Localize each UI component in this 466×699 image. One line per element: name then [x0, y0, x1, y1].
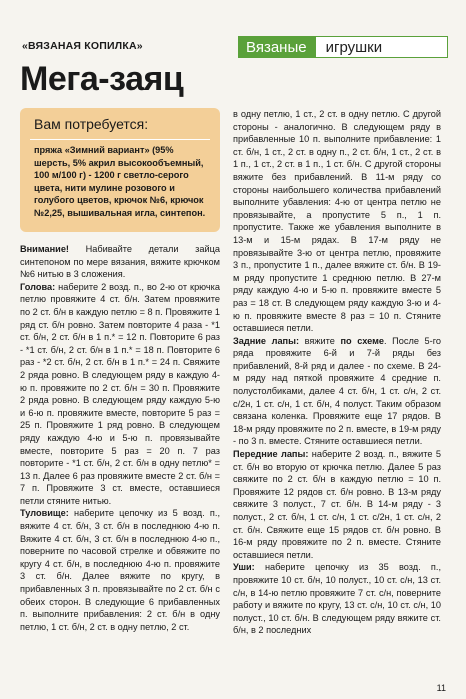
- article-title: Мега-заяц: [20, 60, 184, 98]
- ears-paragraph: [233, 561, 441, 637]
- front-legs-text: наберите 2 возд. п., вяжите 5 ст. б/н во вторую от крючка петлю. Далее 5 раз свяжите по 2 ст. б/н в каждую петлю = 10 п. Провяжите 12 рядов ст. б/н ровно. В 13-м ряду свяжите 3 полуст., 7 ст. б/н. В 14-м ряду - 3 полуст., 2 ст. б/н, 1 ст. с/н, 1 ст. с/2н, 1 ст. с/н, 2 ст. б/н. Свяжите еще 15 рядов ст. б/н ровно. В 16-м ряду провяжите по 2 п. вместе. Стяните оставшиеся петли.: [233, 449, 441, 560]
- section-banner-left: Вязаные: [238, 36, 315, 58]
- ears-text: наберите цепочку из 35 возд. п., провяжите 10 ст. б/н, 10 полуст., 10 ст. с/н, 13 ст. с/н, в 14-ю петлю провяжите 7 ст. с/н, поверните работу и вяжите по кругу, 13 ст. с/н, 10 ст. с/н, 10 полуст., 10 ст. б/н. В следующем ряду вяжите ст. б/н, в 2 последних: [233, 562, 441, 636]
- ears-label: Уши:: [233, 562, 255, 573]
- section-banner: [238, 36, 448, 58]
- materials-text: пряжа «Зимний вариант» (95% шерсть, 5% акрил высокообъемный, 100 м/100 г) - 1200 г светло-серого цвета, нити мулине розового и голубого цветов, крючок №6, крючок №2,25, вышивальная игла, синтепон.: [34, 145, 206, 218]
- materials-divider: [30, 139, 210, 140]
- head-text: наберите 2 возд. п., во 2-ю от крючка петлю провяжите 4 ст. б/н. Затем провяжите по 2 ст. б/н в каждую петлю = 8 п. Провяжите 1 ряд ст. б/н ровно. Затем повторите 4 раза - *1 ст. б/н, 2 ст. б/н в 1 п.* = 12 п. Повторите 6 раз - *1 ст. б/н, 2 ст. б/н в 1 п.* = 18 п. Повторите 6 раз - *2 ст. б/н, 2 ст. б/н в 1 п.* = 24 п. Свяжите 2 ряда ровно. В следующем ряду в каждую 4-ю п. провяжите по 2 ст. б/н = 30 п. Провяжите 2 ряда ровно. В следующем ряду каждую 5-ю и 6-ю п. провяжите вместе, повторите 5 раз = 25 п. Провяжите 1 ряд ровно. В следующем ряду каждую 4-ю и 5-ю п. провязывайте вместе, повторите 5 раз = 20 п. 7 раз повторите - *1 ст. б/н, 2 ст. б/н в одну петлю* = 13 п. Далее 6 раз провяжите вместе 2 ст. б/н = 7 п. Провяжите 3 ст. вместе, оставшиеся петли стяните нитью.: [20, 281, 220, 506]
- attention-label: Внимание!: [20, 244, 69, 254]
- body-paragraph: [20, 507, 220, 633]
- head-label: Голова:: [20, 281, 56, 292]
- page-number: 11: [436, 683, 446, 693]
- front-legs-paragraph: [233, 448, 441, 561]
- section-banner-right: игрушки: [315, 36, 448, 58]
- hind-legs-scheme: по схеме: [340, 335, 385, 346]
- attention-text: Набивайте детали зайца синтепоном по мере вязания, вяжите крючком №6 нитью в 3 сложения.: [20, 244, 220, 280]
- materials-box: [20, 108, 220, 232]
- hind-legs-paragraph: [233, 335, 441, 448]
- left-column: [20, 243, 220, 633]
- head-paragraph: [20, 281, 220, 508]
- rubric-label: «ВЯЗАНАЯ КОПИЛКА»: [22, 40, 143, 52]
- hind-legs-text: . После 5-го ряда провяжите 6-й и 7-й ряды без прибавлений, 8-й ряд и далее - по схеме. В 24-м ряду над пяткой провяжите 4 средние п. полустолбиками, далее 4 ст. б/н, 1 ст. с/н, 2 ст. с/2н, 1 ст. с/н, 1 ст. б/н, 4 полуст. Таким образом связана коленка. Провяжите еще 17 рядов. В 18-м ряду провяжите по 2 п. вместе, в 19-м ряду - по 3 п. вместе. Стяните оставшиеся петли.: [233, 335, 441, 447]
- body-continued-paragraph: в одну петлю, 1 ст., 2 ст. в одну петлю. С другой стороны - аналогично. В следующем ряду в прибавленные 10 п. выполните прибавление: 1 ст. б/н, 1 ст., 2 ст. в одну п., 2 ст. б/н, 1 ст., 2 ст. в 1 п., 1 ст., 2 ст. в 1 п., 1 ст. б/н. С другой стороны вяжите без прибавлений. В 11-м ряду со стороны наибольшего количества прибавлений выполните убавления: 4-ю от центра петлю не провязывайте, а пропустите 5 п., 1 п. пропустите. Также же убавления выполните в 13-м и 15-м рядах. В 17-м ряду не провязывайте 3-ю от центра петлю, провяжите 3 п., пропустите 1 п., далее вяжите ст. б/н. В 19-м ряду пропустите 1 среднюю петлю. В 27-м ряду каждую 4-ю и 5-ю п. провяжите вместе 5 раз = 18 ст. В следующем ряду каждую 3-ю и 4-ю п. провяжите вместе 8 раз = 10 п. Стяните оставшиеся петли.: [233, 109, 441, 334]
- front-legs-label: Передние лапы:: [233, 449, 309, 460]
- body-label: Туловище:: [20, 508, 69, 519]
- attention-paragraph: [20, 243, 220, 281]
- materials-title: Вам потребуется:: [34, 116, 149, 132]
- hind-legs-label: Задние лапы:: [233, 335, 300, 346]
- body-text: наберите цепочку из 5 возд. п., вяжите 4 ст. б/н, 3 ст. б/н в последнюю 4-ю п. Вяжите 4 ст. б/н, 3 ст. б/н в последнюю 4-ю п., поверните по часовой стрелке и обвяжите по кругу 4 ст. б/н, в последнюю 4-ю п. провяжите 3 ст. б/н. Далее вяжите по кругу, в прибавленных 3 п. провязывайте по 2 ст. б/н с обеих сторон. В следующие 6 прибавленных п. выполните прибавления: 2 ст. б/н в одну петлю, 1 ст. б/н, 2 ст. в одну петлю, 2 ст.: [20, 508, 220, 632]
- right-column: [233, 108, 441, 637]
- hind-legs-intro: вяжите: [299, 335, 341, 346]
